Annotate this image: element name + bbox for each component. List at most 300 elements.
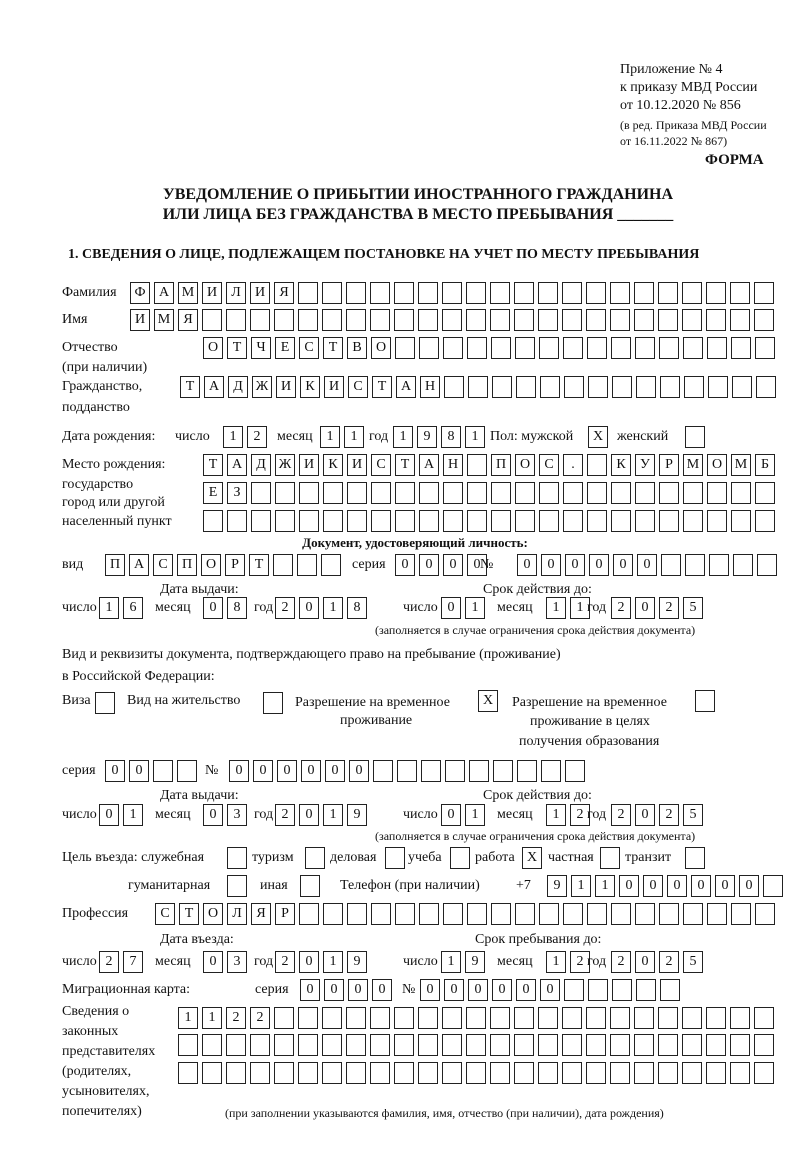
char-cell[interactable]: [539, 903, 559, 925]
char-cell[interactable]: 0: [492, 979, 512, 1001]
char-cell[interactable]: 0: [325, 760, 345, 782]
purpose-study[interactable]: [450, 847, 470, 869]
char-cell[interactable]: [600, 847, 620, 869]
char-cell[interactable]: [659, 903, 679, 925]
char-cell[interactable]: 0: [395, 554, 415, 576]
char-cell[interactable]: [370, 1062, 390, 1084]
char-cell[interactable]: 1: [465, 426, 485, 448]
char-cell[interactable]: [612, 376, 632, 398]
char-cell[interactable]: 0: [299, 804, 319, 826]
char-cell[interactable]: [562, 309, 582, 331]
trp-checkbox[interactable]: [478, 690, 498, 712]
char-cell[interactable]: [299, 510, 319, 532]
char-cell[interactable]: 0: [105, 760, 125, 782]
char-cell[interactable]: 7: [123, 951, 143, 973]
char-cell[interactable]: [539, 482, 559, 504]
char-cell[interactable]: [515, 482, 535, 504]
char-cell[interactable]: [515, 337, 535, 359]
char-cell[interactable]: 8: [227, 597, 247, 619]
char-cell[interactable]: С: [371, 454, 391, 476]
char-cell[interactable]: [466, 309, 486, 331]
representatives-field[interactable]: [178, 1007, 774, 1029]
char-cell[interactable]: [227, 875, 247, 897]
char-cell[interactable]: [562, 1062, 582, 1084]
char-cell[interactable]: [419, 903, 439, 925]
char-cell[interactable]: [467, 482, 487, 504]
char-cell[interactable]: [634, 309, 654, 331]
char-cell[interactable]: А: [419, 454, 439, 476]
char-cell[interactable]: Т: [180, 376, 200, 398]
char-cell[interactable]: [321, 554, 341, 576]
id_valid-month[interactable]: [546, 597, 590, 619]
char-cell[interactable]: 0: [516, 979, 536, 1001]
char-cell[interactable]: [588, 979, 608, 1001]
char-cell[interactable]: [706, 1007, 726, 1029]
char-cell[interactable]: [661, 554, 681, 576]
char-cell[interactable]: [491, 903, 511, 925]
char-cell[interactable]: 2: [275, 597, 295, 619]
char-cell[interactable]: О: [203, 903, 223, 925]
char-cell[interactable]: [299, 903, 319, 925]
char-cell[interactable]: Е: [203, 482, 223, 504]
char-cell[interactable]: [587, 454, 607, 476]
char-cell[interactable]: 2: [250, 1007, 270, 1029]
char-cell[interactable]: [658, 1062, 678, 1084]
char-cell[interactable]: 1: [570, 597, 590, 619]
char-cell[interactable]: 1: [595, 875, 615, 897]
char-cell[interactable]: Н: [420, 376, 440, 398]
char-cell[interactable]: [682, 309, 702, 331]
char-cell[interactable]: [659, 510, 679, 532]
char-cell[interactable]: 9: [417, 426, 437, 448]
char-cell[interactable]: Д: [228, 376, 248, 398]
char-cell[interactable]: 2: [659, 951, 679, 973]
char-cell[interactable]: [588, 376, 608, 398]
char-cell[interactable]: [755, 482, 775, 504]
char-cell[interactable]: [659, 482, 679, 504]
id_issued-year[interactable]: [275, 597, 367, 619]
char-cell[interactable]: М: [731, 454, 751, 476]
char-cell[interactable]: 0: [419, 554, 439, 576]
char-cell[interactable]: [419, 482, 439, 504]
char-cell[interactable]: 1: [320, 426, 340, 448]
char-cell[interactable]: [706, 282, 726, 304]
char-cell[interactable]: 0: [468, 979, 488, 1001]
char-cell[interactable]: [659, 337, 679, 359]
char-cell[interactable]: 0: [441, 597, 461, 619]
char-cell[interactable]: [564, 376, 584, 398]
char-cell[interactable]: [682, 282, 702, 304]
id_valid-year[interactable]: [611, 597, 703, 619]
char-cell[interactable]: [540, 376, 560, 398]
char-cell[interactable]: 0: [299, 597, 319, 619]
char-cell[interactable]: [491, 337, 511, 359]
char-cell[interactable]: [323, 510, 343, 532]
citizenship-field[interactable]: [180, 376, 776, 398]
char-cell[interactable]: [514, 1007, 534, 1029]
char-cell[interactable]: [274, 309, 294, 331]
char-cell[interactable]: 1: [323, 951, 343, 973]
char-cell[interactable]: 0: [300, 979, 320, 1001]
char-cell[interactable]: 5: [683, 951, 703, 973]
birth-year[interactable]: [393, 426, 485, 448]
char-cell[interactable]: 0: [691, 875, 711, 897]
char-cell[interactable]: 2: [570, 951, 590, 973]
char-cell[interactable]: 0: [739, 875, 759, 897]
char-cell[interactable]: Б: [755, 454, 775, 476]
char-cell[interactable]: [586, 1062, 606, 1084]
char-cell[interactable]: 0: [324, 979, 344, 1001]
char-cell[interactable]: [611, 482, 631, 504]
char-cell[interactable]: [730, 1034, 750, 1056]
char-cell[interactable]: [323, 903, 343, 925]
mig-number-field[interactable]: [420, 979, 680, 1001]
char-cell[interactable]: [515, 903, 535, 925]
char-cell[interactable]: [419, 510, 439, 532]
char-cell[interactable]: [539, 510, 559, 532]
sex-female-checkbox[interactable]: [685, 426, 705, 448]
char-cell[interactable]: 0: [667, 875, 687, 897]
char-cell[interactable]: [636, 376, 656, 398]
char-cell[interactable]: [298, 1034, 318, 1056]
char-cell[interactable]: [586, 309, 606, 331]
representatives-field[interactable]: [178, 1062, 774, 1084]
char-cell[interactable]: 2: [247, 426, 267, 448]
id-number-field[interactable]: [517, 554, 777, 576]
id_valid-day[interactable]: [441, 597, 485, 619]
phone-field[interactable]: [547, 875, 783, 897]
char-cell[interactable]: [730, 309, 750, 331]
char-cell[interactable]: О: [371, 337, 391, 359]
char-cell[interactable]: Ч: [251, 337, 271, 359]
char-cell[interactable]: Т: [227, 337, 247, 359]
char-cell[interactable]: И: [276, 376, 296, 398]
char-cell[interactable]: [635, 510, 655, 532]
char-cell[interactable]: 1: [465, 804, 485, 826]
char-cell[interactable]: 0: [420, 979, 440, 1001]
purpose-humanitarian[interactable]: [227, 875, 247, 897]
char-cell[interactable]: [754, 309, 774, 331]
char-cell[interactable]: [683, 337, 703, 359]
char-cell[interactable]: Т: [372, 376, 392, 398]
char-cell[interactable]: 2: [611, 804, 631, 826]
char-cell[interactable]: [707, 337, 727, 359]
char-cell[interactable]: [538, 1034, 558, 1056]
char-cell[interactable]: [706, 1062, 726, 1084]
char-cell[interactable]: [491, 482, 511, 504]
char-cell[interactable]: [587, 482, 607, 504]
char-cell[interactable]: [493, 760, 513, 782]
purpose-business[interactable]: [385, 847, 405, 869]
char-cell[interactable]: [273, 554, 293, 576]
char-cell[interactable]: [587, 903, 607, 925]
char-cell[interactable]: [322, 1034, 342, 1056]
char-cell[interactable]: [263, 692, 283, 714]
char-cell[interactable]: 0: [348, 979, 368, 1001]
char-cell[interactable]: [610, 309, 630, 331]
char-cell[interactable]: 0: [277, 760, 297, 782]
char-cell[interactable]: [299, 482, 319, 504]
id_issued-month[interactable]: [203, 597, 247, 619]
char-cell[interactable]: Л: [226, 282, 246, 304]
char-cell[interactable]: [685, 847, 705, 869]
char-cell[interactable]: [707, 903, 727, 925]
trpe-checkbox[interactable]: [695, 690, 715, 712]
char-cell[interactable]: 6: [123, 597, 143, 619]
char-cell[interactable]: [370, 1034, 390, 1056]
char-cell[interactable]: П: [491, 454, 511, 476]
char-cell[interactable]: [251, 482, 271, 504]
char-cell[interactable]: [730, 1062, 750, 1084]
char-cell[interactable]: О: [515, 454, 535, 476]
char-cell[interactable]: [467, 337, 487, 359]
char-cell[interactable]: 1: [546, 951, 566, 973]
char-cell[interactable]: 0: [637, 554, 657, 576]
rd_valid-month[interactable]: [546, 804, 590, 826]
char-cell[interactable]: [611, 337, 631, 359]
char-cell[interactable]: 3: [227, 951, 247, 973]
char-cell[interactable]: [490, 1007, 510, 1029]
char-cell[interactable]: И: [250, 282, 270, 304]
char-cell[interactable]: [658, 1034, 678, 1056]
char-cell[interactable]: В: [347, 337, 367, 359]
char-cell[interactable]: [754, 1007, 774, 1029]
id-kind-field[interactable]: [105, 554, 341, 576]
char-cell[interactable]: [370, 1007, 390, 1029]
char-cell[interactable]: [394, 1007, 414, 1029]
char-cell[interactable]: 1: [202, 1007, 222, 1029]
char-cell[interactable]: [730, 1007, 750, 1029]
rd_valid-day[interactable]: [441, 804, 485, 826]
char-cell[interactable]: [731, 510, 751, 532]
char-cell[interactable]: [443, 337, 463, 359]
name-field[interactable]: [130, 309, 774, 331]
char-cell[interactable]: X: [588, 426, 608, 448]
char-cell[interactable]: 2: [99, 951, 119, 973]
char-cell[interactable]: [346, 1007, 366, 1029]
char-cell[interactable]: 2: [275, 804, 295, 826]
char-cell[interactable]: [466, 1007, 486, 1029]
char-cell[interactable]: 1: [178, 1007, 198, 1029]
char-cell[interactable]: [565, 760, 585, 782]
char-cell[interactable]: [636, 979, 656, 1001]
char-cell[interactable]: [755, 510, 775, 532]
birthplace-field[interactable]: [203, 510, 775, 532]
char-cell[interactable]: [731, 903, 751, 925]
char-cell[interactable]: [658, 1007, 678, 1029]
char-cell[interactable]: [442, 1007, 462, 1029]
char-cell[interactable]: [443, 510, 463, 532]
char-cell[interactable]: X: [522, 847, 542, 869]
char-cell[interactable]: [538, 282, 558, 304]
char-cell[interactable]: М: [683, 454, 703, 476]
purpose-private[interactable]: [600, 847, 620, 869]
char-cell[interactable]: А: [227, 454, 247, 476]
birth-day[interactable]: [223, 426, 267, 448]
char-cell[interactable]: 0: [372, 979, 392, 1001]
char-cell[interactable]: З: [227, 482, 247, 504]
char-cell[interactable]: [322, 309, 342, 331]
char-cell[interactable]: [755, 337, 775, 359]
id-series-field[interactable]: [395, 554, 487, 576]
char-cell[interactable]: [395, 510, 415, 532]
char-cell[interactable]: [586, 282, 606, 304]
char-cell[interactable]: [562, 282, 582, 304]
char-cell[interactable]: У: [635, 454, 655, 476]
char-cell[interactable]: [684, 376, 704, 398]
char-cell[interactable]: П: [105, 554, 125, 576]
char-cell[interactable]: 1: [393, 426, 413, 448]
char-cell[interactable]: 0: [299, 951, 319, 973]
char-cell[interactable]: [754, 1062, 774, 1084]
char-cell[interactable]: [514, 309, 534, 331]
char-cell[interactable]: [274, 1034, 294, 1056]
char-cell[interactable]: [492, 376, 512, 398]
char-cell[interactable]: 2: [659, 804, 679, 826]
char-cell[interactable]: [394, 282, 414, 304]
char-cell[interactable]: [227, 510, 247, 532]
char-cell[interactable]: И: [324, 376, 344, 398]
char-cell[interactable]: [707, 482, 727, 504]
char-cell[interactable]: [466, 1062, 486, 1084]
char-cell[interactable]: [371, 482, 391, 504]
char-cell[interactable]: А: [154, 282, 174, 304]
char-cell[interactable]: [467, 510, 487, 532]
char-cell[interactable]: [731, 337, 751, 359]
rd-series-field[interactable]: [105, 760, 197, 782]
char-cell[interactable]: 3: [227, 804, 247, 826]
char-cell[interactable]: С: [299, 337, 319, 359]
char-cell[interactable]: [563, 903, 583, 925]
char-cell[interactable]: [610, 1034, 630, 1056]
char-cell[interactable]: [516, 376, 536, 398]
char-cell[interactable]: [538, 1007, 558, 1029]
char-cell[interactable]: [370, 282, 390, 304]
char-cell[interactable]: 9: [547, 875, 567, 897]
char-cell[interactable]: 0: [203, 597, 223, 619]
purpose-transit[interactable]: [685, 847, 705, 869]
char-cell[interactable]: [755, 903, 775, 925]
char-cell[interactable]: [418, 309, 438, 331]
char-cell[interactable]: [635, 903, 655, 925]
rd_issued-month[interactable]: [203, 804, 247, 826]
char-cell[interactable]: 5: [683, 597, 703, 619]
patronymic-field[interactable]: [203, 337, 775, 359]
stay-day[interactable]: [441, 951, 485, 973]
char-cell[interactable]: [300, 875, 320, 897]
char-cell[interactable]: [394, 309, 414, 331]
stay-year[interactable]: [611, 951, 703, 973]
char-cell[interactable]: 9: [347, 804, 367, 826]
char-cell[interactable]: [469, 760, 489, 782]
char-cell[interactable]: [682, 1034, 702, 1056]
char-cell[interactable]: [226, 309, 246, 331]
char-cell[interactable]: 0: [635, 951, 655, 973]
purpose-service[interactable]: [227, 847, 247, 869]
char-cell[interactable]: [562, 1007, 582, 1029]
char-cell[interactable]: 2: [570, 804, 590, 826]
char-cell[interactable]: [419, 337, 439, 359]
char-cell[interactable]: 1: [99, 597, 119, 619]
char-cell[interactable]: Ж: [252, 376, 272, 398]
char-cell[interactable]: [514, 1062, 534, 1084]
char-cell[interactable]: [250, 309, 270, 331]
char-cell[interactable]: Т: [179, 903, 199, 925]
char-cell[interactable]: 0: [203, 951, 223, 973]
char-cell[interactable]: [373, 760, 393, 782]
char-cell[interactable]: [757, 554, 777, 576]
char-cell[interactable]: [732, 376, 752, 398]
char-cell[interactable]: [227, 847, 247, 869]
char-cell[interactable]: [563, 482, 583, 504]
entry-year[interactable]: [275, 951, 367, 973]
char-cell[interactable]: [611, 903, 631, 925]
birthplace-field[interactable]: [203, 454, 775, 476]
char-cell[interactable]: [539, 337, 559, 359]
char-cell[interactable]: И: [299, 454, 319, 476]
char-cell[interactable]: [418, 1034, 438, 1056]
char-cell[interactable]: [538, 309, 558, 331]
char-cell[interactable]: 1: [323, 597, 343, 619]
char-cell[interactable]: 0: [541, 554, 561, 576]
char-cell[interactable]: [394, 1034, 414, 1056]
char-cell[interactable]: [418, 282, 438, 304]
char-cell[interactable]: Т: [203, 454, 223, 476]
char-cell[interactable]: 1: [441, 951, 461, 973]
char-cell[interactable]: [685, 554, 705, 576]
char-cell[interactable]: [587, 510, 607, 532]
char-cell[interactable]: К: [300, 376, 320, 398]
char-cell[interactable]: [346, 309, 366, 331]
char-cell[interactable]: [275, 510, 295, 532]
char-cell[interactable]: 0: [301, 760, 321, 782]
char-cell[interactable]: [467, 903, 487, 925]
char-cell[interactable]: [541, 760, 561, 782]
char-cell[interactable]: [347, 510, 367, 532]
char-cell[interactable]: И: [347, 454, 367, 476]
char-cell[interactable]: [763, 875, 783, 897]
char-cell[interactable]: [442, 282, 462, 304]
char-cell[interactable]: Р: [659, 454, 679, 476]
char-cell[interactable]: 0: [129, 760, 149, 782]
char-cell[interactable]: [562, 1034, 582, 1056]
char-cell[interactable]: [385, 847, 405, 869]
char-cell[interactable]: [421, 760, 441, 782]
char-cell[interactable]: [683, 903, 703, 925]
char-cell[interactable]: [177, 760, 197, 782]
char-cell[interactable]: [695, 690, 715, 712]
purpose-tourism[interactable]: [305, 847, 325, 869]
char-cell[interactable]: [346, 282, 366, 304]
char-cell[interactable]: [250, 1062, 270, 1084]
char-cell[interactable]: [586, 1007, 606, 1029]
char-cell[interactable]: [685, 426, 705, 448]
char-cell[interactable]: [490, 309, 510, 331]
char-cell[interactable]: 0: [635, 597, 655, 619]
stay-month[interactable]: [546, 951, 590, 973]
char-cell[interactable]: [443, 482, 463, 504]
char-cell[interactable]: 0: [467, 554, 487, 576]
char-cell[interactable]: 0: [589, 554, 609, 576]
char-cell[interactable]: .: [563, 454, 583, 476]
char-cell[interactable]: 0: [441, 804, 461, 826]
char-cell[interactable]: [202, 1034, 222, 1056]
char-cell[interactable]: [203, 510, 223, 532]
char-cell[interactable]: Ф: [130, 282, 150, 304]
char-cell[interactable]: [322, 282, 342, 304]
char-cell[interactable]: [658, 309, 678, 331]
char-cell[interactable]: [731, 482, 751, 504]
